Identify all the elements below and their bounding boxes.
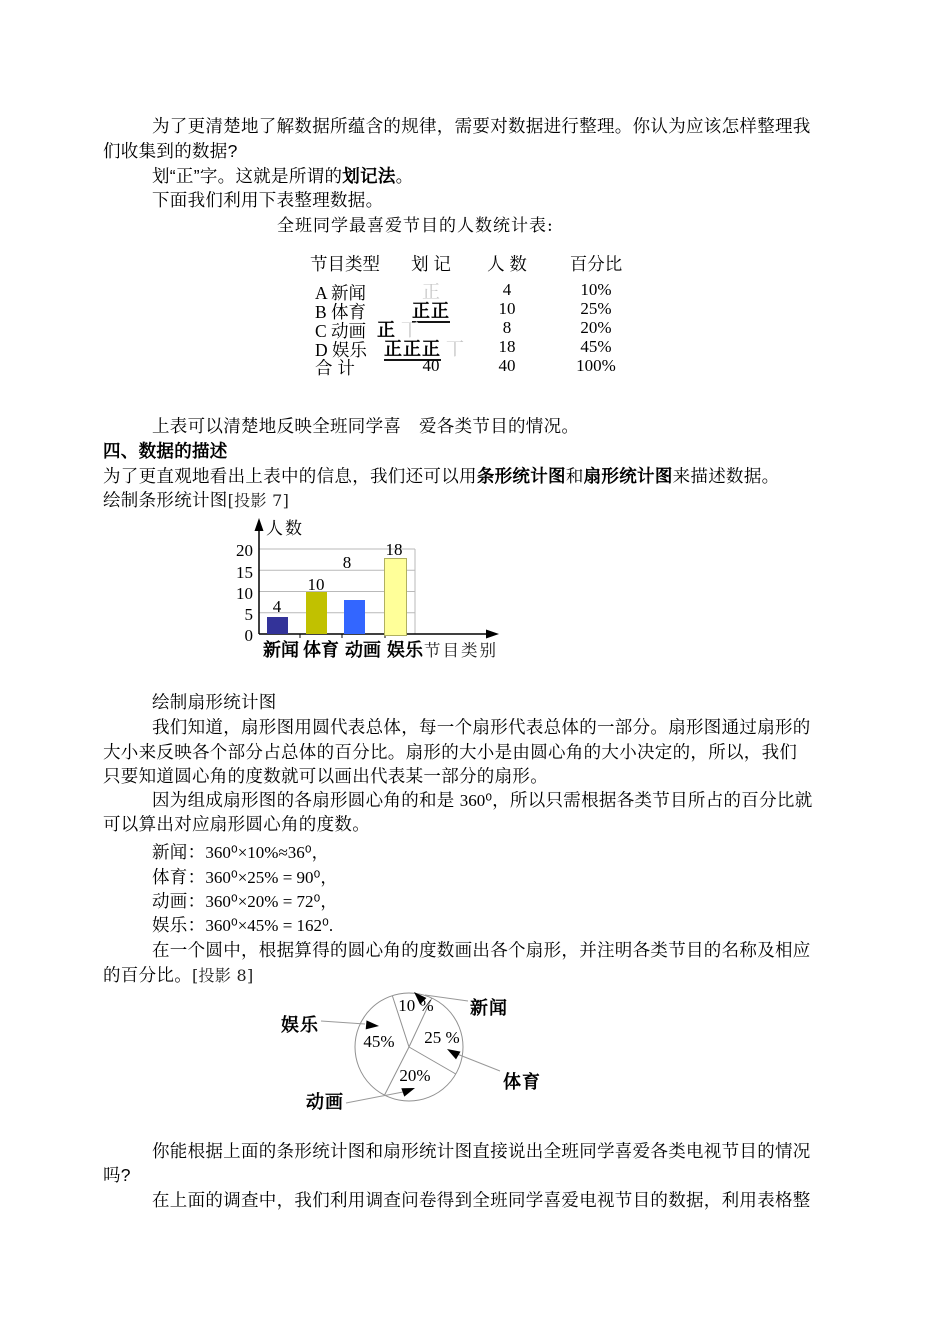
table-header-tally: 划 记 bbox=[411, 254, 451, 274]
formula-label: 动画： bbox=[152, 891, 206, 911]
table-cell-category: 合 计 bbox=[315, 358, 355, 378]
bar bbox=[267, 617, 288, 634]
text-run: 划“正”字。这就是所谓的 bbox=[152, 166, 343, 186]
section-heading: 四、数据的描述 bbox=[103, 441, 228, 461]
bar bbox=[306, 592, 327, 635]
paragraph-line: 在一个圆中，根据算得的圆心角的度数画出各个扇形，并注明各类节目的名称及相应 bbox=[152, 940, 811, 960]
text-run: 为了更直观地看出上表中的信息，我们还可以用 bbox=[103, 466, 477, 486]
tally-partial: 正 bbox=[422, 282, 440, 302]
pie-sector-label: 动画 bbox=[306, 1092, 344, 1112]
tally-marks: 正正 bbox=[412, 301, 450, 321]
y-tick-label: 10 bbox=[236, 584, 253, 603]
text-run: 和 bbox=[565, 466, 584, 486]
paragraph-line: 下面我们利用下表整理数据。 bbox=[152, 190, 384, 210]
math-expression: 360⁰×25% = 90⁰， bbox=[205, 868, 338, 887]
table-cell-category: A 新闻 bbox=[315, 283, 367, 303]
emphasized-term: 划记法 bbox=[342, 166, 396, 186]
leader-line-donghua bbox=[346, 1092, 403, 1103]
table-cell-category: C 动画 bbox=[315, 321, 367, 341]
pie-arrow-tiyu-icon bbox=[447, 1049, 461, 1059]
paragraph-line: 我们知道，扇形图用圆代表总体，每一个扇形代表总体的一部分。扇形图通过扇形的 bbox=[152, 717, 811, 737]
formula-line bbox=[152, 867, 337, 888]
paragraph-line: 在上面的调查中，我们利用调查问卷得到全班同学喜爱电视节目的数据，利用表格整 bbox=[152, 1190, 811, 1210]
bar bbox=[344, 600, 365, 634]
table-cell-percent: 100% bbox=[576, 356, 616, 375]
table-header-category: 节目类型 bbox=[310, 254, 380, 274]
paragraph-line: 可以算出对应扇形圆心角的度数。 bbox=[103, 814, 370, 834]
formula-label: 新闻： bbox=[152, 842, 206, 862]
y-tick-label: 5 bbox=[244, 605, 253, 624]
text-run: 。 bbox=[395, 166, 414, 186]
x-category-label: 动画 bbox=[345, 640, 381, 660]
formula-line bbox=[152, 891, 337, 912]
formula-line bbox=[152, 842, 329, 863]
x-category-label: 娱乐 bbox=[387, 640, 423, 660]
tally-marks: 正正正 bbox=[384, 339, 441, 359]
table-cell-count: 8 bbox=[502, 318, 512, 337]
paragraph-line: 大小来反映各个部分占总体的百分比。扇形的大小是由圆心角的大小决定的，所以，我们 bbox=[103, 742, 798, 762]
bar-value-label: 10 bbox=[307, 575, 325, 594]
table-cell-count: 18 bbox=[498, 337, 516, 356]
text-run: 绘制条形统计图 bbox=[103, 490, 228, 510]
paragraph-line bbox=[103, 466, 779, 486]
projection-reference: [投影 8] bbox=[192, 966, 254, 985]
table-cell-percent: 45% bbox=[580, 337, 612, 356]
emphasized-term: 扇形统计图 bbox=[583, 466, 673, 486]
pie-arrow-yule-icon bbox=[366, 1020, 379, 1029]
x-category-label: 体育 bbox=[303, 640, 339, 660]
paragraph-line: 为了更清楚地了解数据所蕴含的规律，需要对数据进行整理。你认为应该怎样整理我 bbox=[152, 116, 811, 136]
table-cell-percent: 20% bbox=[580, 318, 612, 337]
paragraph-line bbox=[152, 166, 413, 186]
pie-sector-label: 体育 bbox=[503, 1072, 541, 1092]
emphasized-term: 条形统计图 bbox=[476, 466, 566, 486]
text-run: 来描述数据。 bbox=[672, 466, 780, 486]
paragraph-line bbox=[103, 490, 289, 511]
paragraph-line bbox=[103, 965, 254, 986]
table-cell-count: 4 bbox=[502, 280, 512, 299]
pie-percent-label: 10 % bbox=[398, 996, 434, 1015]
text-run: 的百分比。 bbox=[103, 965, 192, 985]
table-cell-tally: 40 bbox=[422, 356, 440, 375]
bar-value-label: 18 bbox=[385, 540, 403, 559]
table-cell-category: B 体育 bbox=[315, 302, 367, 322]
pie-sector-label: 新闻 bbox=[470, 998, 508, 1018]
table-cell-percent: 10% bbox=[580, 280, 612, 299]
x-axis-label: 节目类别 bbox=[424, 641, 498, 660]
math-expression: 360⁰×10%≈36⁰， bbox=[205, 843, 329, 862]
bar-value-label: 4 bbox=[272, 597, 282, 616]
bar bbox=[384, 558, 407, 637]
pie-percent-label: 25 % bbox=[424, 1028, 460, 1047]
pie-percent-label: 45% bbox=[363, 1032, 395, 1051]
math-expression: 360⁰ bbox=[459, 791, 493, 810]
x-category-label: 新闻 bbox=[263, 640, 299, 660]
projection-reference: [投影 7] bbox=[227, 491, 290, 510]
y-tick-label: 20 bbox=[236, 541, 253, 560]
table-title: 全班同学最喜爱节目的人数统计表: bbox=[277, 216, 554, 236]
table-cell-count: 40 bbox=[498, 356, 516, 375]
text-run: 因为组成扇形图的各扇形圆心角的和是 bbox=[152, 790, 460, 810]
math-expression: 360⁰×20% = 72⁰， bbox=[205, 892, 338, 911]
paragraph-line bbox=[152, 790, 813, 811]
formula-label: 娱乐： bbox=[152, 915, 206, 935]
table-cell-category: D 娱乐 bbox=[315, 340, 368, 360]
paragraph-line: 们收集到的数据? bbox=[103, 141, 238, 161]
paragraph-line: 上表可以清楚地反映全班同学喜 爱各类节目的情况。 bbox=[152, 416, 580, 436]
table-cell-count: 10 bbox=[498, 299, 516, 318]
y-axis-label: 人数 bbox=[266, 519, 304, 539]
pie-arrow-donghua-icon bbox=[401, 1088, 415, 1097]
text-run: ，所以只需根据各类节目所占的百分比就 bbox=[492, 790, 813, 810]
formula-label: 体育： bbox=[152, 867, 206, 887]
table-header-count: 人 数 bbox=[487, 254, 527, 274]
leader-line-yule bbox=[321, 1021, 365, 1024]
math-expression: 360⁰×45% = 162⁰. bbox=[205, 916, 334, 935]
tally-partial: 丅 bbox=[396, 320, 420, 340]
pie-percent-label: 20% bbox=[399, 1066, 431, 1085]
paragraph-line: 只要知道圆心角的度数就可以画出代表某一部分的扇形。 bbox=[103, 766, 548, 786]
tally-marks: 正 bbox=[377, 320, 396, 340]
paragraph-line: 吗? bbox=[103, 1165, 131, 1185]
y-axis-arrow-icon bbox=[255, 518, 264, 531]
tally-partial: 丅 bbox=[441, 339, 465, 359]
table-header-percent: 百分比 bbox=[569, 254, 623, 274]
paragraph-line: 绘制扇形统计图 bbox=[152, 692, 277, 712]
y-tick-label: 15 bbox=[236, 563, 253, 582]
pie-sector-label: 娱乐 bbox=[281, 1015, 319, 1035]
table-cell-percent: 25% bbox=[580, 299, 612, 318]
y-tick-label: 0 bbox=[244, 626, 253, 645]
formula-line bbox=[152, 915, 333, 936]
paragraph-line: 你能根据上面的条形统计图和扇形统计图直接说出全班同学喜爱各类电视节目的情况 bbox=[152, 1141, 811, 1161]
bar-value-label: 8 bbox=[342, 553, 352, 572]
